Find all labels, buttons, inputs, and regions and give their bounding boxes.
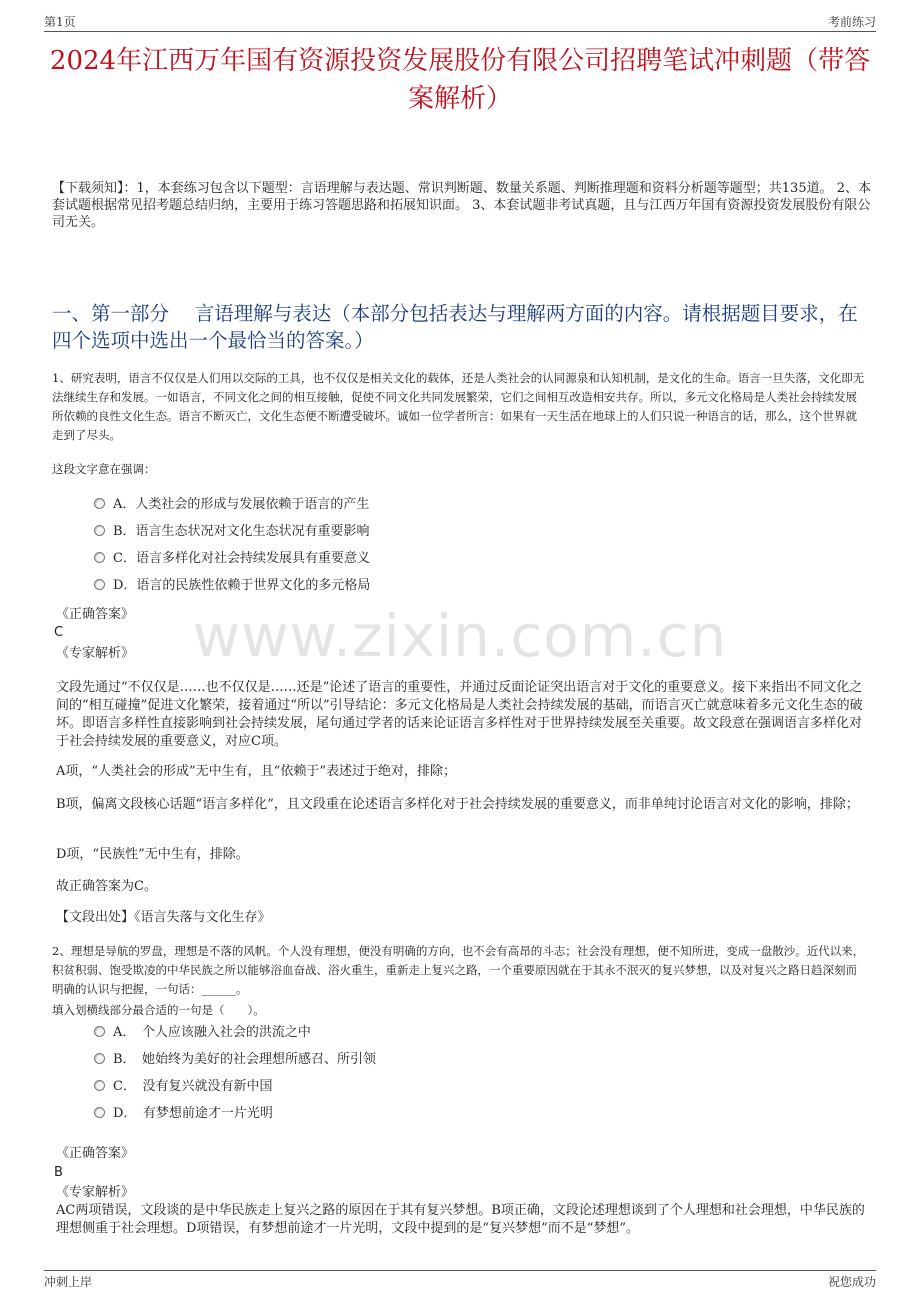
q2-analysis: AC两项错误，文段谈的是中华民族走上复兴之路的原因在于其有复兴梦想。B项正确，文段论述理想谈到了个人理想和社会理想，中华民族的理想侧重于社会理想。D项错误，有梦想前途才一片光明，文段中提到的是“复兴梦想”而不是“梦想”。 [56, 1203, 865, 1236]
radio-icon[interactable] [94, 1053, 105, 1064]
footer-divider [44, 1270, 876, 1271]
header-divider [44, 31, 876, 32]
question-2-stem: 2、理想是导航的罗盘，理想是不落的风帆。个人没有理想，便没有明确的方向，也不会有高昂的斗志；社会没有理想，便不知所进，变成一盘散沙。近代以来，积贫积弱、饱受欺凌的中华民族之所以能够浴血奋战、浴火重生，重新走上复兴之路，一个重要原因就在于其永不泯灭的复兴梦想，以及对复兴之路日趋深刻而明确的认识与把握，一句话：______。 [52, 944, 865, 996]
page-header [44, 10, 876, 30]
page-number: 第1页 [44, 15, 76, 29]
q1-option-b[interactable] [94, 523, 370, 541]
q1-note-b: B项，偏离文段核心话题“语言多样化”，且文段重在论述语言多样化对于社会持续发展的重要意义，而非单纯讨论语言对文化的影响，排除； [56, 797, 859, 812]
document-title: 2024年江西万年国有资源投资发展股份有限公司招聘笔试冲刺题（带答案解析） [49, 46, 871, 114]
q1-option-a[interactable] [94, 496, 369, 514]
option-label: B． 她始终为美好的社会理想所感召、所引领 [113, 1052, 377, 1067]
radio-icon[interactable] [94, 1080, 105, 1091]
radio-icon[interactable] [94, 1107, 105, 1118]
q2-option-b[interactable] [94, 1051, 376, 1069]
q1-option-c[interactable] [94, 550, 370, 568]
radio-icon[interactable] [94, 552, 105, 563]
option-label: C． 没有复兴就没有新中国 [113, 1079, 273, 1094]
q1-analysis: 文段先通过“不仅仅是……也不仅仅是……还是”论述了语言的重要性，并通过反面论证突出语言对于文化的重要意义。接下来指出不同文化之间的“相互碰撞”促进文化繁荣，接着通过“所以”引导结论：多元文化格局是人类社会持续发展的基础，而语言灭亡就意味着多元文化生态的破坏。即语言多样性直接影响到社会持续发展，尾句通过学者的话来论证语言多样性对于世界持续发展至关重要。故文段意在强调语言多样化对于社会持续发展的重要意义，对应C项。 [56, 680, 863, 749]
option-label: C．语言多样化对社会持续发展具有重要意义 [113, 551, 370, 566]
option-label: D．语言的民族性依赖于世界文化的多元格局 [113, 578, 371, 593]
q2-option-a[interactable] [94, 1024, 311, 1042]
q2-answer: B [54, 1165, 63, 1180]
option-label: A． 个人应该融入社会的洪流之中 [113, 1025, 311, 1040]
radio-icon[interactable] [94, 579, 105, 590]
q2-answer-label: 《正确答案》 [56, 1146, 135, 1161]
section-heading: 一、第一部分 言语理解与表达（本部分包括表达与理解两方面的内容。请根据题目要求，在四个选项中选出一个最恰当的答案。） [52, 302, 858, 352]
q1-answer-label: 《正确答案》 [56, 607, 135, 622]
option-label: A．人类社会的形成与发展依赖于语言的产生 [113, 497, 370, 512]
q1-analysis-label: 《专家解析》 [56, 646, 135, 661]
question-2-prompt: 填入划横线部分最合适的一句是（ ）。 [52, 1003, 265, 1017]
q1-source: 【文段出处】《语言失落与文化生存》 [56, 910, 271, 925]
option-label: D． 有梦想前途才一片光明 [113, 1106, 273, 1121]
footer-left-label: 冲刺上岸 [44, 1275, 93, 1289]
download-notice: 【下载须知】：1，本套练习包含以下题型：言语理解与表达题、常识判断题、数量关系题、判断推理题和资料分析题等题型；共135道。 2、本套试题根据常见招考题总结归纳，主要用于练习答题思路和拓展知识面。 3、本套试题非考试真题，且与江西万年国有资源投资发展股份有限公司无关。 [52, 181, 871, 230]
footer-right-label: 祝您成功 [827, 1275, 876, 1289]
radio-icon[interactable] [94, 1026, 105, 1037]
question-1-stem: 1、研究表明，语言不仅仅是人们用以交际的工具，也不仅仅是相关文化的载体，还是人类社会的认同源泉和认知机制，是文化的生命。语言一旦失落，文化即无法继续生存和发展。一如语言，不同文化之间的相互接触，促使不同文化共同发展繁荣，它们之间相互改造相安共存。所以，多元文化格局是人类社会持续发展所依赖的良性文化生态。语言不断灭亡，文化生态便不断遭受破坏。诚如一位学者所言：如果有一天生活在地球上的人们只说一种语言的话，那么，这个世界就走到了尽头。 [52, 371, 865, 442]
watermark: www.zixin.com.cn [192, 602, 728, 670]
q2-option-c[interactable] [94, 1078, 272, 1096]
radio-icon[interactable] [94, 498, 105, 509]
question-1-prompt: 这段文字意在强调： [52, 462, 156, 476]
radio-icon[interactable] [94, 525, 105, 536]
q1-option-d[interactable] [94, 577, 370, 595]
q1-note-d: D项，“民族性”无中生有，排除。 [56, 847, 249, 862]
q2-analysis-label: 《专家解析》 [56, 1185, 135, 1200]
q1-answer: C [54, 625, 64, 640]
option-label: B．语言生态状况对文化生态状况有重要影响 [113, 524, 370, 539]
q1-conclusion: 故正确答案为C。 [56, 879, 157, 894]
q1-note-a: A项，“人类社会的形成”无中生有，且“依赖于”表述过于绝对，排除； [56, 764, 456, 779]
q2-option-d[interactable] [94, 1105, 273, 1123]
header-right-label: 考前练习 [827, 15, 876, 29]
